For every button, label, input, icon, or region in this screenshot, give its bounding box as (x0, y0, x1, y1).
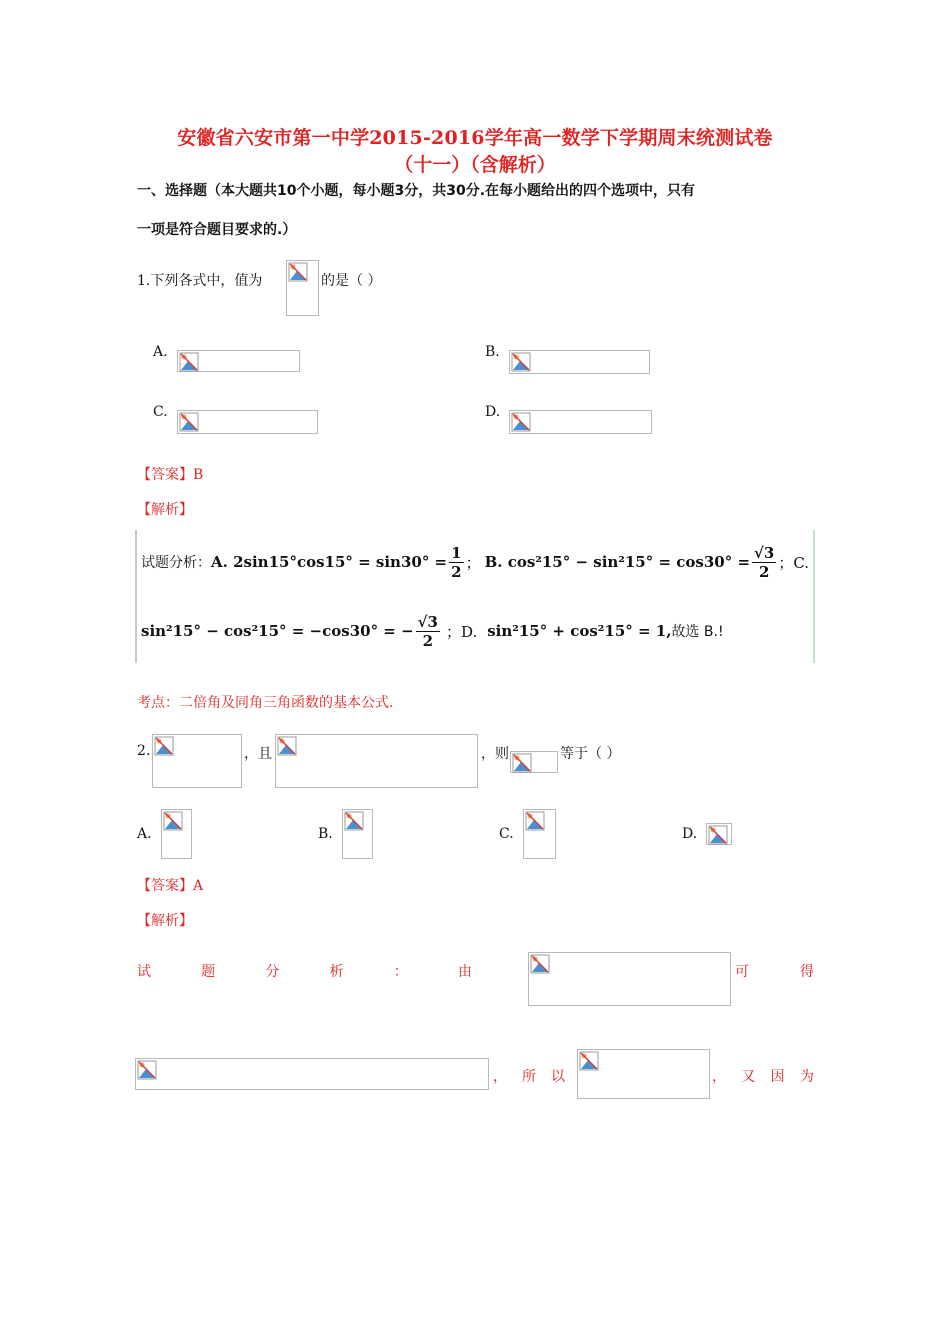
q2-analysis-line2-end: ， 又 因 为 (712, 1069, 814, 1085)
q1-option-b-label: B. (485, 344, 500, 360)
q1-stem-before: 1.下列各式中，值为 (137, 273, 263, 289)
q2-option-a-image (161, 809, 192, 859)
broken-image-icon (524, 810, 546, 832)
q2-option-c-image (523, 809, 556, 859)
q2-and: ，且 (244, 746, 272, 762)
q2-option-b-image (342, 809, 373, 859)
q1-option-b-image (509, 350, 650, 374)
q2-analysis-line1-start: 试 题 分 析 ： 由 (137, 964, 472, 980)
q1-solution-line1 (141, 540, 809, 584)
broken-image-icon (510, 411, 532, 433)
solution-a: A. 2sin15°cos15° = sin30° = (211, 553, 448, 571)
broken-image-icon (707, 824, 729, 846)
broken-image-icon (343, 810, 365, 832)
q2-formula-image-3 (510, 751, 558, 773)
document-title-line1: 安徽省六安市第一中学2015-2016学年高一数学下学期周末统测试卷 (177, 127, 773, 149)
q1-stem-after: 的是（ ） (321, 273, 382, 289)
section-header-line2: 一项是符合题目要求的.） (137, 222, 297, 238)
q2-analysis-image-3 (577, 1049, 710, 1099)
q1-solution-line2 (141, 609, 724, 653)
solution-c: sin²15° − cos²15° = −cos30° = − (141, 622, 414, 640)
q1-answer: 【答案】B (137, 467, 204, 483)
q2-analysis-line2-mid: ， 所 以 (493, 1069, 565, 1085)
solution-c-fraction: $\frac{√3}{2}$ (417, 612, 438, 650)
q2-option-d-image (706, 823, 732, 845)
solution-sep2: ；D. (445, 622, 478, 641)
solution-c-label: ；C. (778, 553, 810, 572)
q2-analysis-image-1 (528, 952, 731, 1006)
q2-answer: 【答案】A (137, 878, 204, 894)
solution-b: B. cos²15° − sin²15° = cos30° = (484, 553, 751, 571)
q1-solution-box (135, 530, 815, 663)
broken-image-icon (178, 351, 200, 373)
q1-option-a-label: A. (153, 344, 168, 360)
q2-formula-image-1 (152, 734, 242, 788)
q2-analysis-image-2 (135, 1058, 489, 1090)
solution-sep1: ； (465, 553, 481, 572)
solution-b-fraction: $\frac{√3}{2}$ (754, 543, 775, 581)
broken-image-icon (578, 1050, 600, 1072)
q2-number: 2. (137, 743, 151, 759)
broken-image-icon (287, 261, 309, 283)
q1-analysis-label: 【解析】 (137, 502, 193, 518)
solution-a-fraction: $\frac{1}{2}$ (451, 543, 462, 581)
q2-option-c-label: C. (499, 826, 514, 842)
q2-option-d-label: D. (682, 826, 698, 842)
q2-analysis-line1-end: 可 得 (735, 964, 814, 980)
q1-option-d-label: D. (485, 404, 501, 420)
broken-image-icon (153, 735, 175, 757)
broken-image-icon (178, 411, 200, 433)
broken-image-icon (510, 351, 532, 373)
q1-option-d-image (509, 410, 652, 434)
broken-image-icon (511, 752, 533, 774)
q2-option-a-label: A. (137, 826, 152, 842)
broken-image-icon (276, 735, 298, 757)
solution-intro: 试题分析： (141, 555, 211, 571)
q1-formula-image (286, 260, 319, 316)
q1-option-c-image (177, 410, 318, 434)
q2-formula-image-2 (275, 734, 478, 788)
solution-d-end: 故选 B.! (671, 624, 724, 640)
q1-option-a-image (177, 350, 300, 372)
q2-option-b-label: B. (318, 826, 333, 842)
broken-image-icon (162, 810, 184, 832)
q1-kaodian: 考点：二倍角及同角三角函数的基本公式. (137, 695, 394, 711)
broken-image-icon (529, 953, 551, 975)
section-header-line1: 一、选择题（本大题共10个小题，每小题3分，共30分.在每小题给出的四个选项中，只有 (137, 183, 696, 199)
q2-analysis-label: 【解析】 (137, 913, 193, 929)
q1-option-c-label: C. (153, 404, 168, 420)
document-title-line2: （十一）（含解析） (394, 154, 556, 176)
solution-d: sin²15° + cos²15° = 1, (487, 622, 672, 640)
broken-image-icon (136, 1059, 158, 1081)
q2-then: ，则 (481, 746, 509, 762)
q2-equals: 等于（ ） (560, 746, 621, 762)
